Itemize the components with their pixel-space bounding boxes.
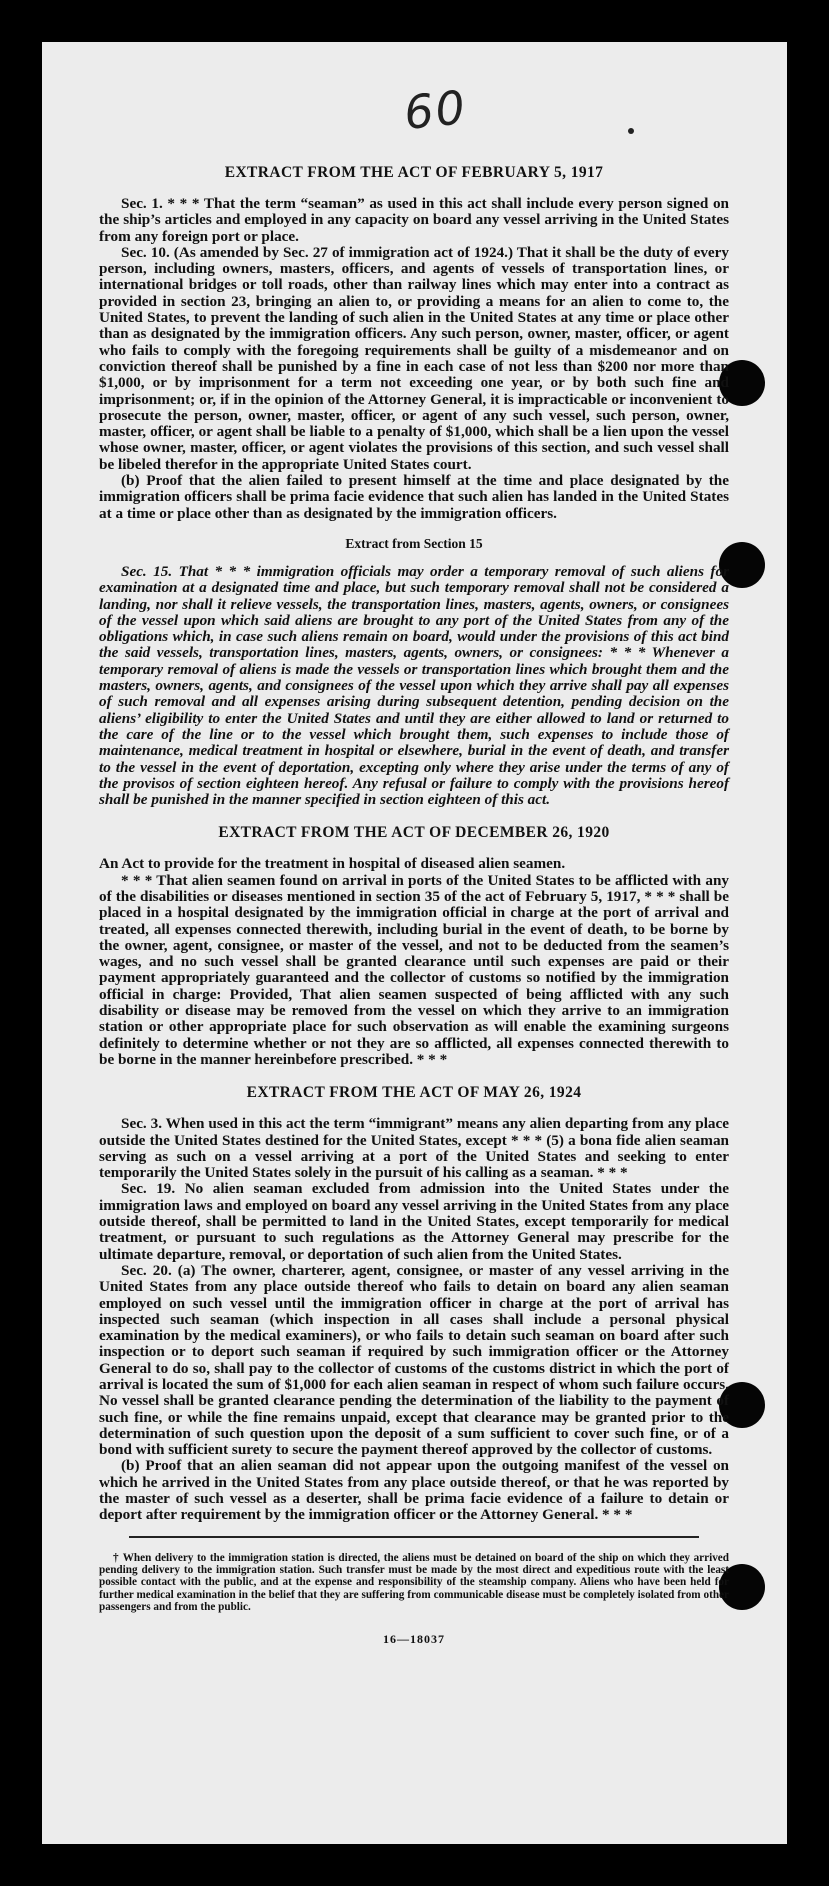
section-heading-dec-1920: EXTRACT FROM THE ACT OF DECEMBER 26, 1920 [218, 824, 610, 842]
handwritten-page-number: 60 [401, 79, 470, 141]
section-heading-feb-1917: EXTRACT FROM THE ACT OF FEBRUARY 5, 1917 [224, 164, 604, 181]
ink-dot [628, 128, 634, 134]
paragraph-sec-3: Sec. 3. When used in this act the term “immigrant” means any alien departing from any place outside the United States destined for the United States, except * * * (5) a bona fide alien seaman serving as such on a vessel arriving at a port of the United States and seeking to enter temporarily the United States solely in the pursuit of his calling as a seaman. * * * [99, 1115, 729, 1182]
printer-code: 16—18037 [383, 1631, 445, 1646]
paragraph-sec-19: Sec. 19. No alien seaman excluded from admission into the United States under the immigration laws and employed on board any vessel arriving in the United States from any place outside thereof, shall be permitted to land in the United States, except temporarily for medical treatment, or pursuant to such regulations as the Attorney General may prescribe for the ultimate departure, removal, or deportation of such alien from the United States. [99, 1180, 729, 1263]
section-heading-may-1924: EXTRACT FROM THE ACT OF MAY 26, 1924 [246, 1084, 582, 1102]
document-body [99, 164, 729, 1647]
subheading-section-15: Extract from Section 15 [345, 535, 483, 551]
paragraph-sec-10: Sec. 10. (As amended by Sec. 27 of immigration act of 1924.) That it shall be the duty of every person, including owners, masters, officers, and agents of vessels of transportation lines, or international bridges or toll roads, other than railway lines which may enter into a contract as provided in section 23, bringing an alien to, or providing a means for an alien to come to, the United States, to prevent the landing of such alien in the United States at any time or place other than as designated by the immigration officers. Any such person, owner, master, officer, or agent who fails to comply with the foregoing requirements shall be guilty of a misdemeanor and on conviction thereof shall be punished by a fine in each case of not less than $200 nor more than $1,000, or by imprisonment for a term not exceeding one year, or by both such fine and imprisonment; or, if in the opinion of the Attorney General, it is impracticable or inconvenient to prosecute the person, owner, master, officer, or agent of any such vessel, such person, owner, master, officer, or agent shall be liable to a penalty of $1,000, which shall be a lien upon the vessel whose owner, master, officer, or agent violates the provisions of this section, and such vessel shall be libeled therefor in the appropriate United States court. [99, 243, 729, 473]
footnote [99, 1552, 729, 1614]
paragraph-sec-10-b: (b) Proof that the alien failed to present himself at the time and place designated by the immigration officers shall be prima facie evidence that such alien has landed in the United States at a time or place other than as designated by the immigration officers. [99, 472, 729, 522]
paragraph-sec-20-b: (b) Proof that an alien seaman did not appear upon the outgoing manifest of the vessel on which he arrived in the United States from any place outside thereof, or that he was reported by the master of such vessel as a deserter, shall be prima facie evidence of a failure to detain or deport after requirement by the immigration officer or the Attorney General. * * * [99, 1457, 729, 1524]
paragraph-sec-15: Sec. 15. That * * * immigration officials may order a temporary removal of such aliens for examination at a designated time and place, but such temporary removal shall not be considered a landing, nor shall it relieve vessels, the transportation lines, masters, agents, owners, or consignees of the vessel upon which said aliens are brought to any port of the United States from any of the obligations which, in case such aliens remain on board, would under the provisions of this act bind the said vessels, transportation lines, masters, agents, owners, or consignees: * * * Whenever a temporary removal of aliens is made the vessels or transportation lines which brought them and the masters, owners, agents, and consignees of the vessel upon which they arrive shall pay all expenses of such removal and all expenses arising during subsequent detention, pending decision on the aliens’ eligibility to enter the United States and until they are either allowed to land or returned to the care of the line or to the vessel which brought them, such expenses to include those of maintenance, medical treatment in hospital or elsewhere, burial in the event of death, and transfer to the vessel in the event of deportation, excepting only where they arise under the terms of any of the provisos of section eighteen hereof. Any refusal or failure to comply with the provisions hereof shall be punished in the manner specified in section eighteen of this act. [99, 562, 729, 809]
paragraph-sec-1: Sec. 1. * * * That the term “seaman” as used in this act shall include every person signed on the ship’s articles and employed in any capacity on board any vessel arriving in the United States from any foreign port or place. [99, 195, 729, 245]
document-page [42, 42, 787, 1844]
footnote-text: † When delivery to the immigration station is directed, the aliens must be detained on board of the ship on which they arrived pending delivery to the immigration station. Such transfer must be made by the most direct and expeditious route with the least possible contact with the public, and at the expense and responsibility of the steamship company. Aliens who have been held for further medical examination in the belief that they are suffering from communicable disease must be completely isolated from other passengers and from the public. [99, 1551, 729, 1614]
paragraph-sec-20-a: Sec. 20. (a) The owner, charterer, agent, consignee, or master of any vessel arriving in the United States from any place outside thereof who fails to detain on board any alien seaman employed on such vessel until the immigration officer in charge at the port of arrival has inspected such seaman (which inspection in all cases shall include a personal physical examination by the medical examiners), or who fails to detain such seaman on board after such inspection or to deport such seaman if required by such immigration officer or the Attorney General to do so, shall pay to the collector of customs of the customs district in which the port of arrival is located the sum of $1,000 for each alien seaman in respect of whom such failure occurs. No vessel shall be granted clearance pending the determination of the liability to the payment of such fine, or while the fine remains unpaid, except that clearance may be granted prior to the determination of such question upon the deposit of a sum sufficient to cover such fine, or of a bond with sufficient surety to secure the payment thereof approved by the collector of customs. [99, 1261, 729, 1459]
paragraph-alien-seamen-hospital: * * * That alien seamen found on arrival in ports of the United States to be afflicted with any of the disabilities or diseases mentioned in section 35 of the act of February 5, 1917, * * * shall be placed in a hospital designated by the immigration official in charge at the port of arrival and treated, all expenses connected therewith, including burial in the event of death, to be borne by the owner, agent, consignee, or master of the vessel, and not to be deducted from the seamen’s wages, and no such vessel shall be granted clearance until such expenses are paid or their payment appropriately guaranteed and the collector of customs so notified by the immigration official in charge: Provided, That alien seamen suspected of being afflicted with any such disability or disease may be removed from the vessel on which they arrive to an immigration station or other appropriate place for such observation as will enable the examining surgeons definitely to determine whether or not they are so afflicted, all expenses connected therewith to be borne in the manner hereinbefore prescribed. * * * [99, 871, 729, 1068]
paragraph-act-title: An Act to provide for the treatment in hospital of diseased alien seamen. [99, 855, 566, 873]
footnote-divider [129, 1536, 699, 1538]
